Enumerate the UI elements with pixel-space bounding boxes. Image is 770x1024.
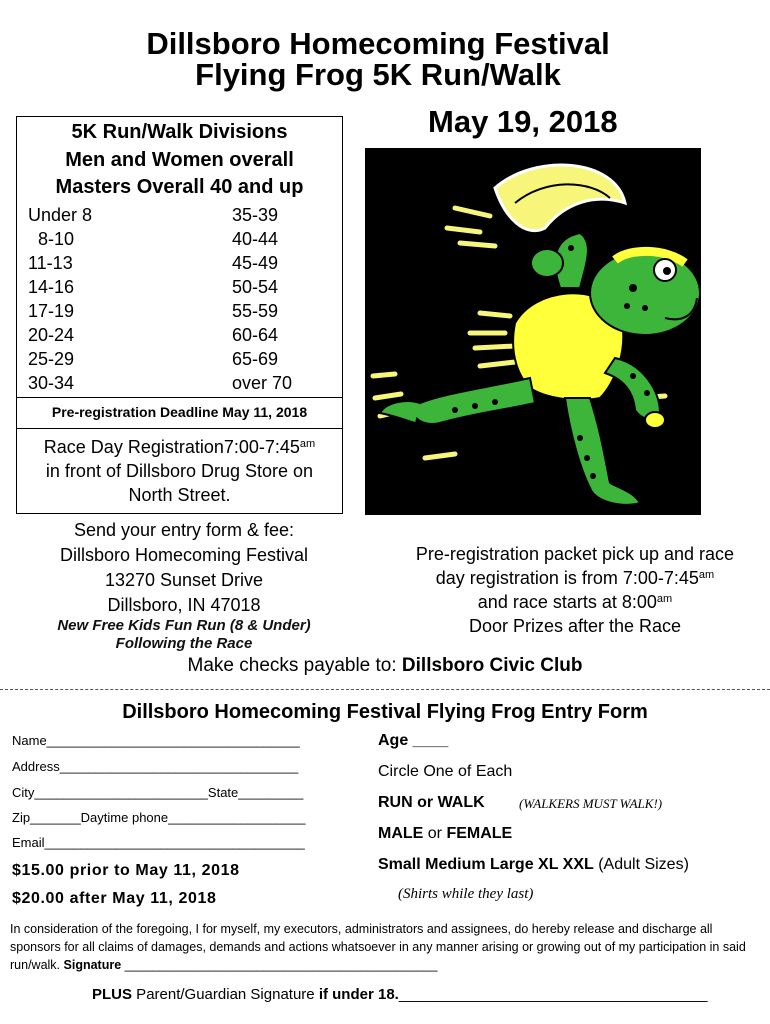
packet-pickup-info xyxy=(380,542,770,638)
under-18-note: if under 18. xyxy=(318,986,399,1003)
gender-choice xyxy=(378,825,512,843)
entry-form-title: Dillsboro Homecoming Festival Flying Frog Entry Form xyxy=(122,701,648,723)
circle-instruction: Circle One of Each xyxy=(378,763,513,780)
or-text: or xyxy=(423,825,447,842)
age-group: 50-54 xyxy=(232,277,279,297)
flying-frog-illustration xyxy=(365,148,701,515)
guardian-signature xyxy=(92,986,708,1003)
age-group: Under 8 xyxy=(28,205,93,225)
race-day-time: Race Day Registration7:00-7:45 xyxy=(43,437,300,457)
divisions-box xyxy=(16,116,343,514)
divisions-heading: 5K Run/Walk Divisions xyxy=(71,121,288,143)
shirt-size-choice[interactable] xyxy=(378,856,689,874)
signature-label: Signature xyxy=(63,958,122,972)
walk-option[interactable]: WALK xyxy=(437,794,485,811)
release-statement xyxy=(10,920,762,974)
mail-city: Dillsboro, IN 47018 xyxy=(107,595,261,615)
run-option[interactable]: RUN xyxy=(378,794,413,811)
age-group: 45-49 xyxy=(232,253,279,273)
masters-heading: Masters Overall 40 and up xyxy=(55,176,304,198)
run-walk-choice xyxy=(378,794,485,812)
race-start: and race starts at 8:00 xyxy=(477,592,657,612)
mail-instruction: Send your entry form & fee: xyxy=(73,520,295,540)
fist xyxy=(531,249,563,277)
age-group: 25-29 xyxy=(28,349,75,369)
age-field[interactable]: Age ____ xyxy=(378,732,449,749)
walkers-note: (WALKERS MUST WALK!) xyxy=(519,796,663,811)
age-group: 65-69 xyxy=(232,349,279,369)
preregistration-deadline: Pre-registration Deadline May 11, 2018 xyxy=(51,404,308,420)
adult-sizes-note: (Adult Sizes) xyxy=(593,856,689,873)
early-price: $15.00 prior to May 11, 2018 xyxy=(12,862,240,879)
kids-run-timing: Following the Race xyxy=(115,635,253,652)
mail-recipient: Dillsboro Homecoming Festival xyxy=(59,545,309,565)
kids-run-title: New Free Kids Fun Run (8 & Under) xyxy=(57,617,311,634)
packet-line: Pre-registration packet pick up and race xyxy=(415,544,735,564)
checks-label: Make checks payable to: xyxy=(187,655,402,676)
title-line-2: Flying Frog 5K Run/Walk xyxy=(195,57,561,92)
age-group: 55-59 xyxy=(232,301,279,321)
age-group: 17-19 xyxy=(28,301,75,321)
age-group: 8-10 xyxy=(38,229,75,249)
event-date: May 19, 2018 xyxy=(428,104,618,139)
age-group: 30-34 xyxy=(28,373,75,393)
signature-line[interactable]: _____________________________________________ xyxy=(121,958,438,972)
mail-street: 13270 Sunset Drive xyxy=(104,570,264,590)
female-option[interactable]: FEMALE xyxy=(446,825,513,842)
age-groups-left xyxy=(28,203,92,395)
mailing-address xyxy=(24,518,344,618)
title-line-1: Dillsboro Homecoming Festival xyxy=(146,26,610,61)
cut-line xyxy=(0,689,770,690)
packet-line: day registration is from 7:00-7:45 xyxy=(435,568,699,588)
shirts-note: (Shirts while they last) xyxy=(398,886,534,902)
divider xyxy=(17,397,342,398)
age-group: 14-16 xyxy=(28,277,75,297)
age-group: 40-44 xyxy=(232,229,279,249)
email-field[interactable]: Email____________________________________ xyxy=(12,835,305,850)
am-superscript: am xyxy=(656,593,673,605)
wristband xyxy=(645,412,665,428)
late-price: $20.00 after May 11, 2018 xyxy=(12,890,217,907)
guardian-label: Parent/Guardian Signature xyxy=(132,986,319,1003)
guardian-signature-line[interactable]: _____________________________________ xyxy=(398,986,708,1003)
race-day-location: in front of Dillsboro Drug Store on xyxy=(45,461,314,481)
checks-payee: Dillsboro Civic Club xyxy=(401,655,583,676)
kids-fun-run xyxy=(24,617,344,653)
size-options[interactable]: Small Medium Large XL XXL xyxy=(378,856,594,873)
name-field[interactable]: Name___________________________________ xyxy=(12,733,300,748)
race-day-street: North Street. xyxy=(128,485,231,505)
age-groups-right xyxy=(232,203,292,395)
male-option[interactable]: MALE xyxy=(378,825,424,842)
address-field[interactable]: Address_________________________________ xyxy=(12,759,299,774)
overall-heading: Men and Women overall xyxy=(65,149,294,171)
door-prizes: Door Prizes after the Race xyxy=(468,616,682,636)
am-superscript: am xyxy=(698,569,715,581)
plus-label: PLUS xyxy=(92,986,133,1003)
zip-phone-field[interactable]: Zip_______Daytime phone___________________ xyxy=(12,810,306,825)
age-group: over 70 xyxy=(232,373,293,393)
release-text: In consideration of the foregoing, I for myself, my executors, administrators and assignees, do hereby release and discharge all sponsors for all claims of damages, demands and actions whatsoever in any manner arising or growing out of my participation in said run/walk. xyxy=(10,922,746,972)
age-group: 20-24 xyxy=(28,325,75,345)
race-day-registration xyxy=(17,435,342,507)
checks-payable xyxy=(0,655,770,677)
am-superscript: am xyxy=(299,438,316,450)
or-text: or xyxy=(412,794,438,811)
age-group: 60-64 xyxy=(232,325,279,345)
age-group: 35-39 xyxy=(232,205,279,225)
divider xyxy=(17,428,342,429)
age-group: 11-13 xyxy=(28,253,73,273)
city-state-field[interactable]: City________________________State_________ xyxy=(12,785,304,800)
